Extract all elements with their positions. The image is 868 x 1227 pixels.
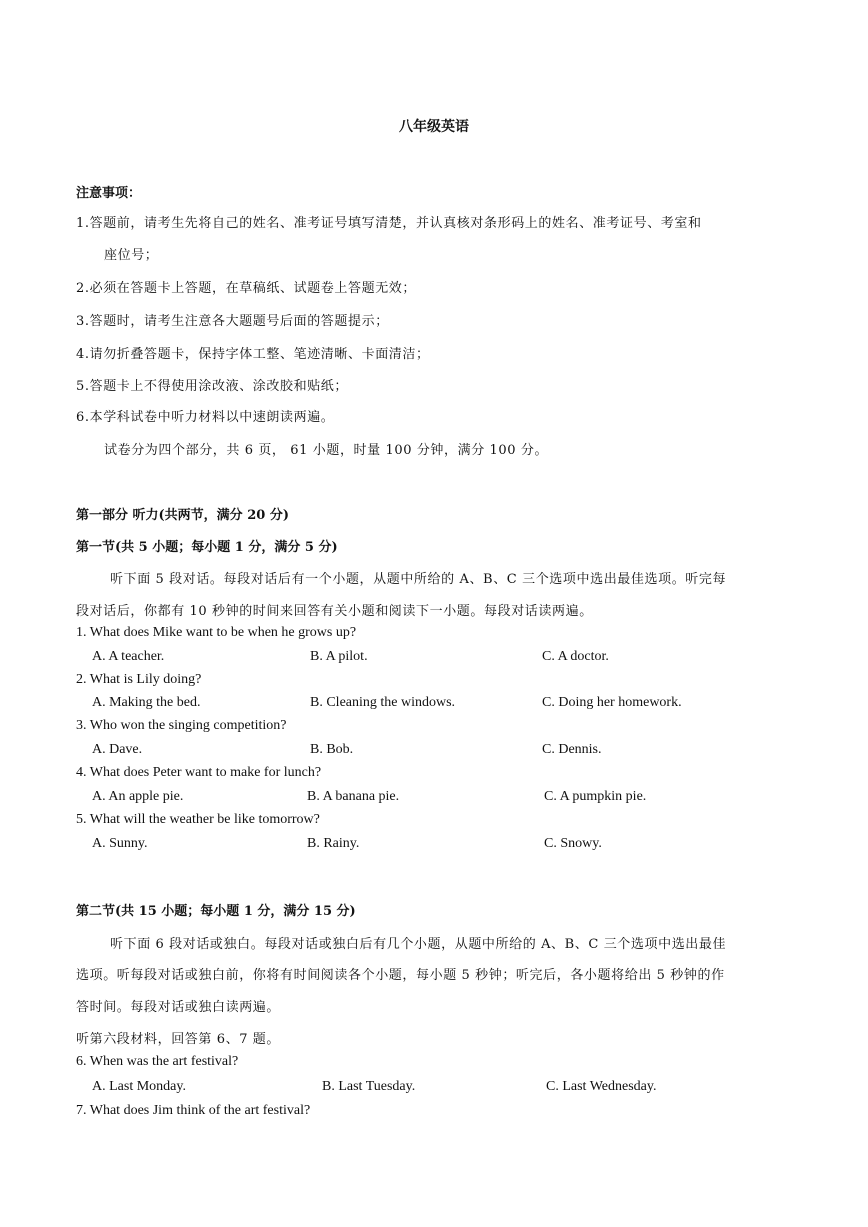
- exam-summary: 试卷分为四个部分，共 6 页， 61 小题，时量 100 分钟，满分 100 分。: [104, 443, 549, 458]
- section2-heading: 第二节(共 15 小题；每小题 1 分，满分 15 分): [76, 904, 356, 919]
- option-2a: A. Making the bed.: [92, 695, 201, 710]
- option-1a: A. A teacher.: [92, 649, 165, 664]
- section1-heading: 第一节(共 5 小题；每小题 1 分，满分 5 分): [76, 540, 338, 555]
- notice-item-6: 6.本学科试卷中听力材料以中速朗读两遍。: [76, 410, 335, 425]
- question-6: 6. When was the art festival?: [76, 1054, 239, 1069]
- option-2c: C. Doing her homework.: [542, 695, 682, 710]
- question-2: 2. What is Lily doing?: [76, 672, 202, 687]
- option-5a: A. Sunny.: [92, 836, 148, 851]
- option-4a: A. An apple pie.: [92, 789, 184, 804]
- section2-instructions-cont: 选项。听每段对话或独白前，你将有时间阅读各个小题，每小题 5 秒钟；听完后，各小题将给出 5 秒钟的作: [76, 968, 725, 983]
- notice-heading: 注意事项：: [76, 186, 142, 201]
- page-title: 八年级英语: [399, 119, 469, 135]
- notice-item-2: 2.必须在答题卡上答题，在草稿纸、试题卷上答题无效；: [76, 281, 417, 296]
- question-5: 5. What will the weather be like tomorrow?: [76, 812, 320, 827]
- option-2b: B. Cleaning the windows.: [310, 695, 456, 710]
- section1-instructions: 听下面 5 段对话。每段对话后有一个小题，从题中所给的 A、B、C 三个选项中选出最佳选项。听完每: [110, 572, 727, 587]
- question-1: 1. What does Mike want to be when he grows up?: [76, 625, 357, 640]
- material-6-label: 听第六段材料，回答第 6、7 题。: [76, 1032, 281, 1047]
- option-1c: C. A doctor.: [542, 649, 609, 664]
- notice-item-1-cont: 座位号；: [104, 248, 159, 263]
- option-3b: B. Bob.: [310, 742, 354, 757]
- option-4c: C. A pumpkin pie.: [544, 789, 647, 804]
- section1-instructions-cont: 段对话后，你都有 10 秒钟的时间来回答有关小题和阅读下一小题。每段对话读两遍。: [76, 604, 593, 619]
- option-3a: A. Dave.: [92, 742, 143, 757]
- section2-instructions: 听下面 6 段对话或独白。每段对话或独白后有几个小题，从题中所给的 A、B、C 三个选项中选出最佳: [110, 937, 727, 952]
- option-1b: B. A pilot.: [310, 649, 368, 664]
- notice-item-5: 5.答题卡上不得使用涂改液、涂改胶和贴纸；: [76, 379, 349, 394]
- option-6c: C. Last Wednesday.: [546, 1079, 657, 1094]
- option-5b: B. Rainy.: [307, 836, 360, 851]
- option-6b: B. Last Tuesday.: [322, 1079, 416, 1094]
- notice-item-4: 4.请勿折叠答题卡，保持字体工整、笔迹清晰、卡面清洁；: [76, 347, 430, 362]
- option-5c: C. Snowy.: [544, 836, 602, 851]
- option-3c: C. Dennis.: [542, 742, 602, 757]
- option-6a: A. Last Monday.: [92, 1079, 186, 1094]
- question-7: 7. What does Jim think of the art festival?: [76, 1103, 311, 1118]
- option-4b: B. A banana pie.: [307, 789, 400, 804]
- section2-instructions-cont2: 答时间。每段对话或独白读两遍。: [76, 1000, 281, 1015]
- part1-heading: 第一部分 听力(共两节，满分 20 分): [76, 508, 289, 523]
- notice-item-1: 1.答题前，请考生先将自己的姓名、准考证号填写清楚，并认真核对条形码上的姓名、准考证号、考室和: [76, 216, 702, 231]
- question-4: 4. What does Peter want to make for lunch?: [76, 765, 322, 780]
- notice-item-3: 3.答题时，请考生注意各大题题号后面的答题提示；: [76, 314, 389, 329]
- question-3: 3. Who won the singing competition?: [76, 718, 287, 733]
